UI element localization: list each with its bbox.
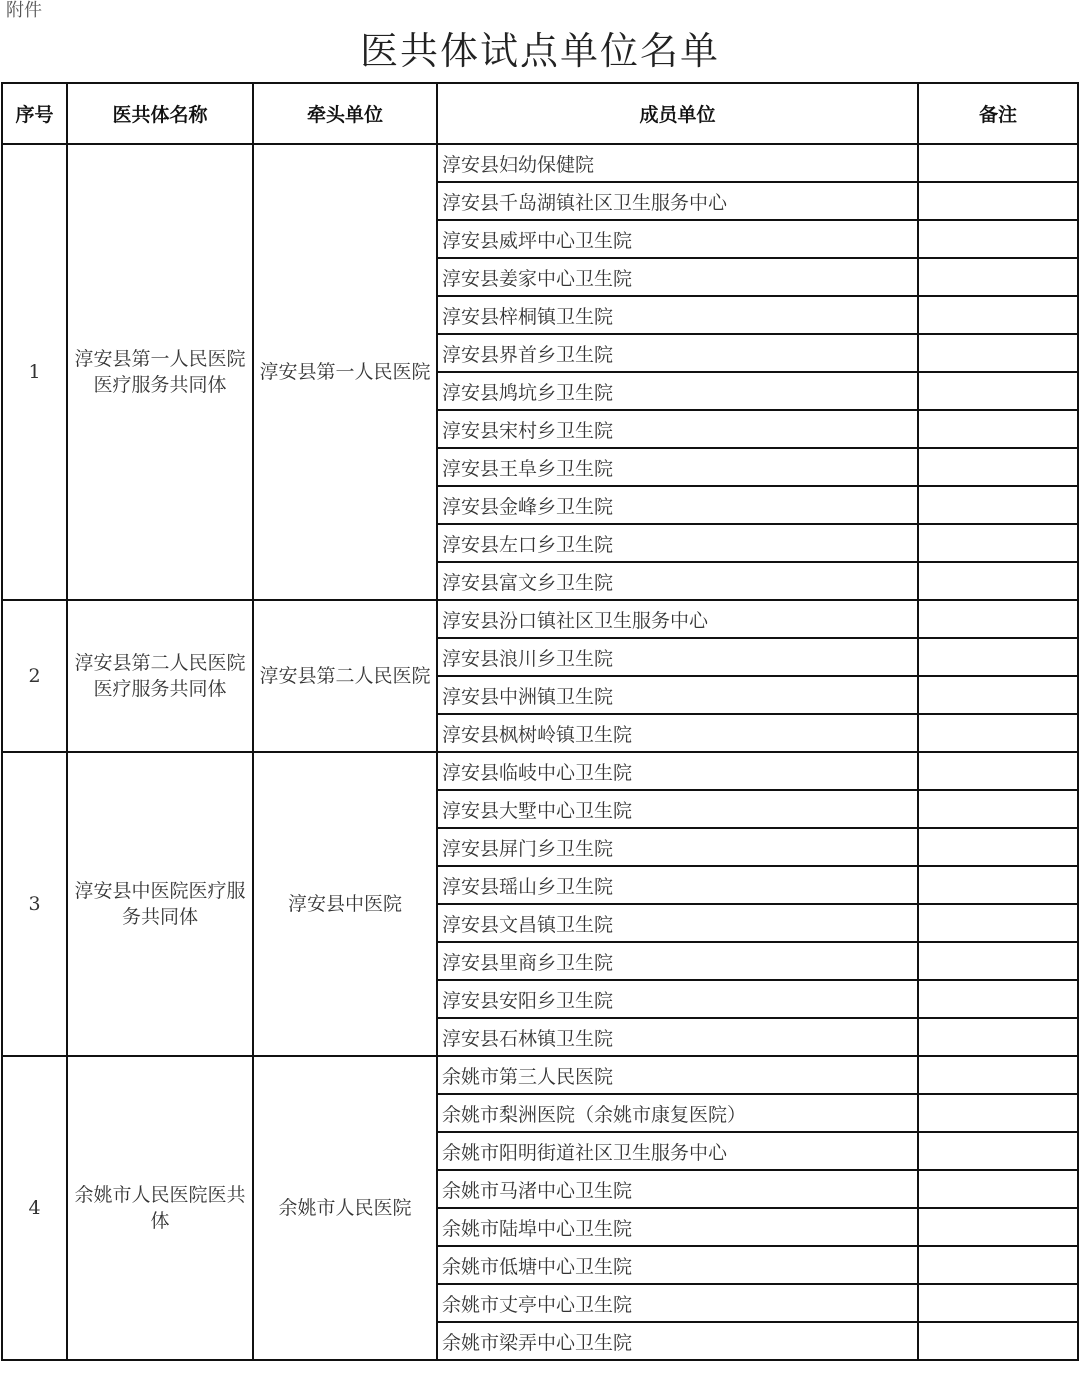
member-unit: 淳安县姜家中心卫生院 bbox=[437, 258, 918, 296]
note-cell bbox=[918, 334, 1078, 372]
note-cell bbox=[918, 904, 1078, 942]
note-cell bbox=[918, 600, 1078, 638]
member-unit: 淳安县宋村乡卫生院 bbox=[437, 410, 918, 448]
group-name: 余姚市人民医院医共体 bbox=[67, 1056, 253, 1360]
header-row bbox=[2, 83, 1078, 144]
member-unit: 淳安县石林镇卫生院 bbox=[437, 1018, 918, 1056]
member-unit: 淳安县瑶山乡卫生院 bbox=[437, 866, 918, 904]
member-unit: 淳安县安阳乡卫生院 bbox=[437, 980, 918, 1018]
member-unit: 余姚市阳明街道社区卫生服务中心 bbox=[437, 1132, 918, 1170]
attachment-label: 附件 bbox=[6, 0, 42, 21]
note-cell bbox=[918, 638, 1078, 676]
table-row bbox=[2, 144, 1078, 182]
member-unit: 余姚市低塘中心卫生院 bbox=[437, 1246, 918, 1284]
member-unit: 余姚市第三人民医院 bbox=[437, 1056, 918, 1094]
member-unit: 淳安县汾口镇社区卫生服务中心 bbox=[437, 600, 918, 638]
note-cell bbox=[918, 828, 1078, 866]
member-unit: 余姚市梨洲医院（余姚市康复医院） bbox=[437, 1094, 918, 1132]
group-index: 1 bbox=[2, 144, 67, 600]
note-cell bbox=[918, 562, 1078, 600]
table-row bbox=[2, 600, 1078, 638]
member-unit: 淳安县左口乡卫生院 bbox=[437, 524, 918, 562]
note-cell bbox=[918, 486, 1078, 524]
note-cell bbox=[918, 448, 1078, 486]
column-header-lead: 牵头单位 bbox=[253, 83, 437, 144]
note-cell bbox=[918, 144, 1078, 182]
note-cell bbox=[918, 1208, 1078, 1246]
member-unit: 余姚市梁弄中心卫生院 bbox=[437, 1322, 918, 1360]
group-name: 淳安县第一人民医院医疗服务共同体 bbox=[67, 144, 253, 600]
note-cell bbox=[918, 714, 1078, 752]
note-cell bbox=[918, 1246, 1078, 1284]
member-unit: 淳安县王阜乡卫生院 bbox=[437, 448, 918, 486]
group-index: 2 bbox=[2, 600, 67, 752]
note-cell bbox=[918, 866, 1078, 904]
note-cell bbox=[918, 1170, 1078, 1208]
note-cell bbox=[918, 942, 1078, 980]
member-unit: 淳安县临岐中心卫生院 bbox=[437, 752, 918, 790]
member-unit: 淳安县梓桐镇卫生院 bbox=[437, 296, 918, 334]
column-header-note: 备注 bbox=[918, 83, 1078, 144]
member-unit: 淳安县浪川乡卫生院 bbox=[437, 638, 918, 676]
table-row bbox=[2, 752, 1078, 790]
note-cell bbox=[918, 1132, 1078, 1170]
member-unit: 淳安县里商乡卫生院 bbox=[437, 942, 918, 980]
member-unit: 淳安县威坪中心卫生院 bbox=[437, 220, 918, 258]
group-index: 3 bbox=[2, 752, 67, 1056]
note-cell bbox=[918, 372, 1078, 410]
member-unit: 淳安县妇幼保健院 bbox=[437, 144, 918, 182]
note-cell bbox=[918, 980, 1078, 1018]
note-cell bbox=[918, 220, 1078, 258]
lead-unit: 淳安县中医院 bbox=[253, 752, 437, 1056]
group-name: 淳安县中医院医疗服务共同体 bbox=[67, 752, 253, 1056]
note-cell bbox=[918, 752, 1078, 790]
member-unit: 淳安县富文乡卫生院 bbox=[437, 562, 918, 600]
member-unit: 淳安县枫树岭镇卫生院 bbox=[437, 714, 918, 752]
member-unit: 淳安县金峰乡卫生院 bbox=[437, 486, 918, 524]
note-cell bbox=[918, 1322, 1078, 1360]
column-header-name: 医共体名称 bbox=[67, 83, 253, 144]
member-unit: 余姚市丈亭中心卫生院 bbox=[437, 1284, 918, 1322]
table-row bbox=[2, 1056, 1078, 1094]
member-unit: 余姚市马渚中心卫生院 bbox=[437, 1170, 918, 1208]
member-unit: 淳安县中洲镇卫生院 bbox=[437, 676, 918, 714]
page-title: 医共体试点单位名单 bbox=[359, 29, 720, 73]
member-unit: 淳安县大墅中心卫生院 bbox=[437, 790, 918, 828]
note-cell bbox=[918, 1094, 1078, 1132]
note-cell bbox=[918, 1018, 1078, 1056]
member-unit: 淳安县鸠坑乡卫生院 bbox=[437, 372, 918, 410]
note-cell bbox=[918, 258, 1078, 296]
note-cell bbox=[918, 296, 1078, 334]
lead-unit: 淳安县第一人民医院 bbox=[253, 144, 437, 600]
group-name: 淳安县第二人民医院医疗服务共同体 bbox=[67, 600, 253, 752]
note-cell bbox=[918, 676, 1078, 714]
lead-unit: 余姚市人民医院 bbox=[253, 1056, 437, 1360]
member-unit: 余姚市陆埠中心卫生院 bbox=[437, 1208, 918, 1246]
member-unit: 淳安县界首乡卫生院 bbox=[437, 334, 918, 372]
member-unit: 淳安县文昌镇卫生院 bbox=[437, 904, 918, 942]
pilot-units-table bbox=[1, 82, 1079, 1361]
note-cell bbox=[918, 1056, 1078, 1094]
note-cell bbox=[918, 524, 1078, 562]
lead-unit: 淳安县第二人民医院 bbox=[253, 600, 437, 752]
note-cell bbox=[918, 182, 1078, 220]
column-header-index: 序号 bbox=[2, 83, 67, 144]
note-cell bbox=[918, 790, 1078, 828]
note-cell bbox=[918, 410, 1078, 448]
note-cell bbox=[918, 1284, 1078, 1322]
member-unit: 淳安县屏门乡卫生院 bbox=[437, 828, 918, 866]
group-index: 4 bbox=[2, 1056, 67, 1360]
member-unit: 淳安县千岛湖镇社区卫生服务中心 bbox=[437, 182, 918, 220]
column-header-members: 成员单位 bbox=[437, 83, 918, 144]
